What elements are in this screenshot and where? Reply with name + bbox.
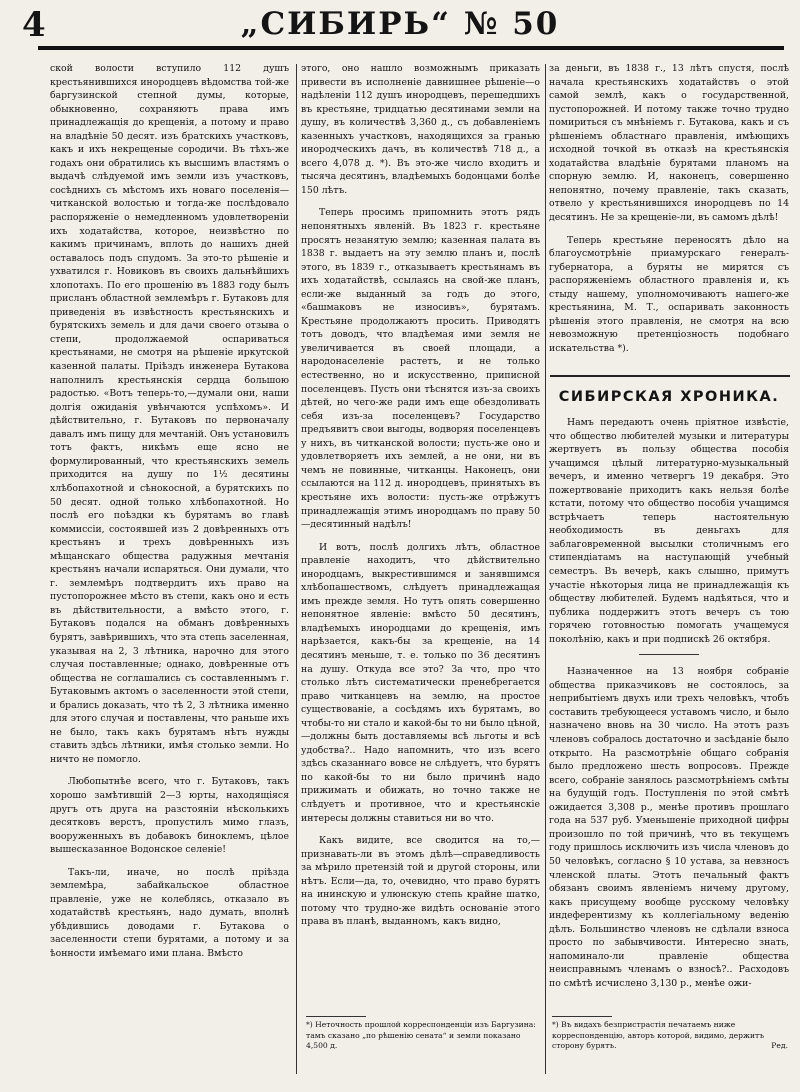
article-paragraph: Какъ видите, все сводится на то,—признавать-ли въ этомъ дѣлѣ—справедливость за мѣрило претензій той и другой стороны, или нѣтъ. Если—да, то, очевидно, что право бурятъ на ининскую и улюнскую степь крайне шатко, потому что трудно-же видѣть основаніе этого права въ планѣ, выданномъ, какъ видно, <box>301 835 540 928</box>
page-number: 4 <box>22 5 46 45</box>
article-paragraph: Любопытнѣе всего, что г. Бутаковъ, такъ хорошо замѣтившій 2—3 юрты, находящіяся другъ отъ друга на разстояніи нѣсколькихъ десятковъ верстъ, пропустилъ мимо глазъ, вооруженныхъ въ добавокъ биноклемъ, цѣлое вышесказанное Водонское селеніе! <box>50 776 289 856</box>
page-header <box>0 0 800 58</box>
footnote <box>552 1020 788 1052</box>
chronicle-paragraph: Намъ передаютъ очень пріятное извѣстіе, что общество любителей музыки и литературы жертвуетъ въ пользу общества пособія учащимся цѣлый литературно-музыкальный вечеръ, и именно четвергъ 19 декабря. Это пожертвованіе приходитъ какъ нельзя болѣе кстати, потому что общество пособія учащимся встрѣчаетъ теперь настоятельную необходимость въ деньгахъ для заблаговременной высылки столичнымъ его стипендіатамъ на наступающій учебный семестръ. Въ вечерѣ, какъ слышно, примутъ участіе нѣкоторыя лица не принадлежащія къ обществу любителей. Будемъ надѣяться, что и публика поддержитъ этотъ вечеръ съ тою горячею готовностью помогать учащемуся поколѣнію, какъ и при подпискѣ 26 октября. <box>549 417 789 645</box>
section-title: СИБИРСКАЯ ХРОНИКА. <box>558 389 780 405</box>
footnote-rule <box>306 1016 366 1017</box>
item-separator <box>639 654 699 655</box>
column-1 <box>50 62 289 1072</box>
article-paragraph: этого, оно нашло возможнымъ приказать привести въ исполненіе давнишнее рѣшеніе—о надѣленіи 112 душъ инородцевъ, перешедшихъ въ крестьяне, тридцатью десятинами земли на душу, въ количествѣ 3,360 д., съ добавленіемъ казенныхъ участковъ, находящихся за гранью инородческихъ дачъ, въ количествѣ 718 д., а всего 4,078 д. *). Въ это-же число входитъ и тысяча десятинъ, владѣемыхъ бодонцами болѣе 150 лѣтъ. <box>301 63 540 196</box>
column-divider-2 <box>545 64 546 1074</box>
article-paragraph: И вотъ, послѣ долгихъ лѣтъ, областное правленіе находитъ, что дѣйствительно инородцамъ, выкрестившимся и занявшимся хлѣбопашествомъ, слѣдуетъ принадлежащая имъ прежде земля. Но тутъ опять совершенно непонятное явленіе: вмѣсто 50 десятинъ, владѣемыхъ инородцами до крещенія, имъ нарѣзается, какъ-бы за крещеніе, на 14 десятинъ меньше, т. е. только по 36 десятинъ на душу. Откуда все это? За что, про что столько лѣтъ систематически пренебрегается право читканцевъ на землю, на простое существованіе, а сосѣдямъ ихъ бурятамъ, во чтобы-то ни стало и какой-бы то ни было цѣной,—должны быть доставляемы всѣ льготы и всѣ удобства?.. Надо напомнить, что изъ всего здѣсь сказаннаго вовсе не слѣдуетъ, что бурятъ по какой-бы то ни было причинѣ надо прижимать и обижать, но точно также не слѣдуетъ и противное, что и крестьянскіе интересы должны ставиться ни во что. <box>301 541 540 824</box>
footnote: *) Неточность прошлой корреспонденціи изъ Баргузина: тамъ сказано „по рѣшенію сената“ и земли показано 4,500 д. <box>306 1020 536 1050</box>
article-paragraph: Такъ-ли, иначе, но послѣ пріѣзда землемѣра, забайкальское областное правленіе, уже не колеблясь, отказало въ ходатайствѣ крестьянъ, надо думать, вполнѣ убѣдившись доводами г. Бутакова о заселенности степи бурятами, а потому и за ѣонности имѣемаго ими плана. Вмѣсто <box>50 866 289 959</box>
section-rule <box>550 375 790 377</box>
editor-signature: Ред. <box>771 1041 788 1050</box>
header-rule <box>38 46 784 50</box>
article-paragraph: Теперь просимъ припомнить этотъ рядъ непонятныхъ явленій. Въ 1823 г. крестьяне просятъ незанятую землю; казенная палата въ 1838 г. выдаетъ на эту землю планъ и, послѣ этого, въ 1839 г., отказываетъ крестьянамъ въ ихъ ходатайствѣ, ссылаясь на свой-же планъ, если-же выданный за годъ до этого, «башмаковъ не износивъ», бурятамъ. Крестьяне продолжаютъ просить. Приводятъ тотъ доводъ, что владѣемая ими земля не увеличивается въ своей площади, а народонаселеніе растетъ, и не только естественно, но и искусственно, приписной поселенцевъ. Пусть они тѣснятся изъ-за своихъ дѣтей, но чего-же ради имъ еще обездоливать себя изъ-за поселенцевъ? Государство предъявитъ свои выгоды, водворяя поселенцевъ у нихъ, въ читканской волости; пусть-же оно и удовлетворяетъ ихъ землей, а не они, ни въ чемъ не повинные, читканцы. Наконецъ, они ссылаются на 112 д. инородцевъ, принятыхъ въ крестьяне ихъ волости: пусть-же отрѣжутъ принадлежащія этимъ инородцамъ по праву 50—десятинный надѣлъ! <box>301 207 540 531</box>
article-paragraph: ской волости вступило 112 душъ крестьянившихся инородцевъ вѣдомства той-же баргузинской степной думы, которые, обыкновенно, сохраняютъ права имъ принадлежащія до крещенія, а потому и право на владѣніе 50 десят. изъ братскихъ участковъ, какъ и ихъ некрещеные сородичи. Въ тѣхъ-же годахъ они обратились къ высшимъ властямъ о выдачѣ слѣдуемой имъ земли изъ участковъ, сосѣднихъ съ мѣстомъ ихъ новаго поселенія—читканской волостью и тогда-же послѣдовало распоряженіе о немедленномъ удовлетвореніи ихъ ходатайства, которое, неизвѣстно по какимъ причинамъ, вплоть до нашихъ дней оставалось подъ спудомъ. За это-то рѣшеніе и ухватился г. Новиковъ въ своихъ дальнѣйшихъ хлопотахъ. По его прошенію въ 1883 году былъ присланъ областной землемѣръ г. Бутаковъ для приведенія въ извѣстность крестьянскихъ и бурятскихъ земель и для дачи своего отзыва о степи, продолжаемой оспариваться крестьянами, не смотря на рѣшеніе иркутской казенной палаты. Пріѣздъ инженера Бутакова наполнилъ крестьянскія сердца большою радостью. «Вотъ теперь-то,—думали они, наши долгія ожиданія увѣнчаются успѣхомъ». И дѣйствительно, г. Бутаковъ по первоначалу давалъ имъ пищу для мечтаній. Онъ установилъ тотъ фактъ, никѣмъ еще ясно не формулированный, что крестьянскихъ земель приходится на душу по 1½ десятины хлѣбопахотной и сѣнокосной, а бурятскихъ по 50 десят. одной только хлѣбопахотной. Но послѣ его поѣздки къ бурятамъ во главѣ коммиссіи, состоявшей изъ 2 довѣренныхъ отъ крестьянъ и трехъ довѣренныхъ изъ мѣщанскаго общества радужныя мечтанія крестьянъ начали испаряться. Они думали, что г. землемѣръ подтвердитъ ихъ право на пустопорожнее мѣсто въ степи, какъ оно и есть въ дѣйствительности, а вмѣсто этого, г. Бутаковъ подался на обманъ довѣренныхъ бурятъ, завѣрившихъ, что эта степь заселенная, указывая на 2, 3 лѣтника, нарочно для этого случая поставленные; однако, довѣренные отъ общества не соглашались съ составленнымъ г. Бутаковымъ актомъ о заселенности этой степи, и брались доказать, что тѣ 2, 3 лѣтника именно для этого случая и поставлены, что раньше ихъ не было, такъ какъ бурятамъ нѣтъ нужды ставить здѣсь лѣтники, имѣя столько земли. Но ничто не помогло. <box>50 63 289 765</box>
footnote-text: *) Въ видахъ безпристрастія печатаемъ ниже корреспонденцію, авторъ которой, видимо, держитъ сторону бурятъ. <box>552 1020 765 1050</box>
chronicle-paragraph: Назначенное на 13 ноября собраніе общества приказчиковъ не состоялось, за неприбытіемъ двухъ или трехъ человѣкъ, чтобъ составить требующееся уставомъ число, и было назначено вновь на 30 число. На этотъ разъ членовъ собралось достаточно и засѣданіе было открыто. На разсмотрѣніе общаго собранія было предложено шесть вопросовъ. Прежде всего, собраніе занялось разсмотрѣніемъ смѣты на будущій годъ. Поступленія по этой смѣтѣ ожидается 3,308 р., менѣе противъ прошлаго года на 537 руб. Уменьшеніе приходной цифры произошло по той причинѣ, что въ текущемъ году пришлось исключить изъ числа членовъ до 50 человѣкъ, согласно § 10 устава, за невзносъ членской платы. Этотъ печальный фактъ обязанъ своимъ явленіемъ ничему другому, какъ присущему вообще русскому человѣку индеферентизму къ коллегіальному веденію дѣлъ. Большинство членовъ не сдѣлали взноса просто по забывчивости. Интересно знать, напоминало-ли правленіе общества неисправнымъ членамъ о взносѣ?.. Расходовъ по смѣтѣ исчислено 3,130 р., менѣе ожи- <box>549 666 789 989</box>
footnote-rule <box>552 1016 612 1017</box>
newspaper-title: „СИБИРЬ“ № 50 <box>240 6 560 42</box>
column-divider-1 <box>296 64 297 1074</box>
article-paragraph: Теперь крестьяне переносятъ дѣло на благоусмотрѣніе приамурскаго генералъ-губернатора, а буряты не мирятся съ распоряженіемъ областного правленія и, къ стыду нашему, уполномочиваютъ нашего-же крестьянина, М. Т., оспаривать законность рѣшенія этого правленія, не смотря на всю невозможную претенціозность подобнаго искательства *). <box>549 234 789 354</box>
column-2 <box>301 62 540 1008</box>
chronicle-section <box>549 416 789 990</box>
article-paragraph: за деньги, въ 1838 г., 13 лѣтъ спустя, послѣ начала крестьянскихъ ходатайствъ о этой самой землѣ, какъ о государственной, пустопорожней. И потому также точно трудно помириться съ мнѣніемъ г. Бутакова, какъ и съ рѣшеніемъ областнаго правленія, имѣющихъ исходной точкой въ отказѣ на крестьянскія ходатайства владѣніе бурятами планомъ на спорную землю. И, наконецъ, совершенно непонятно, почему правленіе, такъ сказать, отвело у крестьянившихся инородцевъ по 14 десятинъ. Не за крещеніе-ли, въ самомъ дѣлѣ! <box>549 63 789 224</box>
column-3-top <box>549 62 789 372</box>
